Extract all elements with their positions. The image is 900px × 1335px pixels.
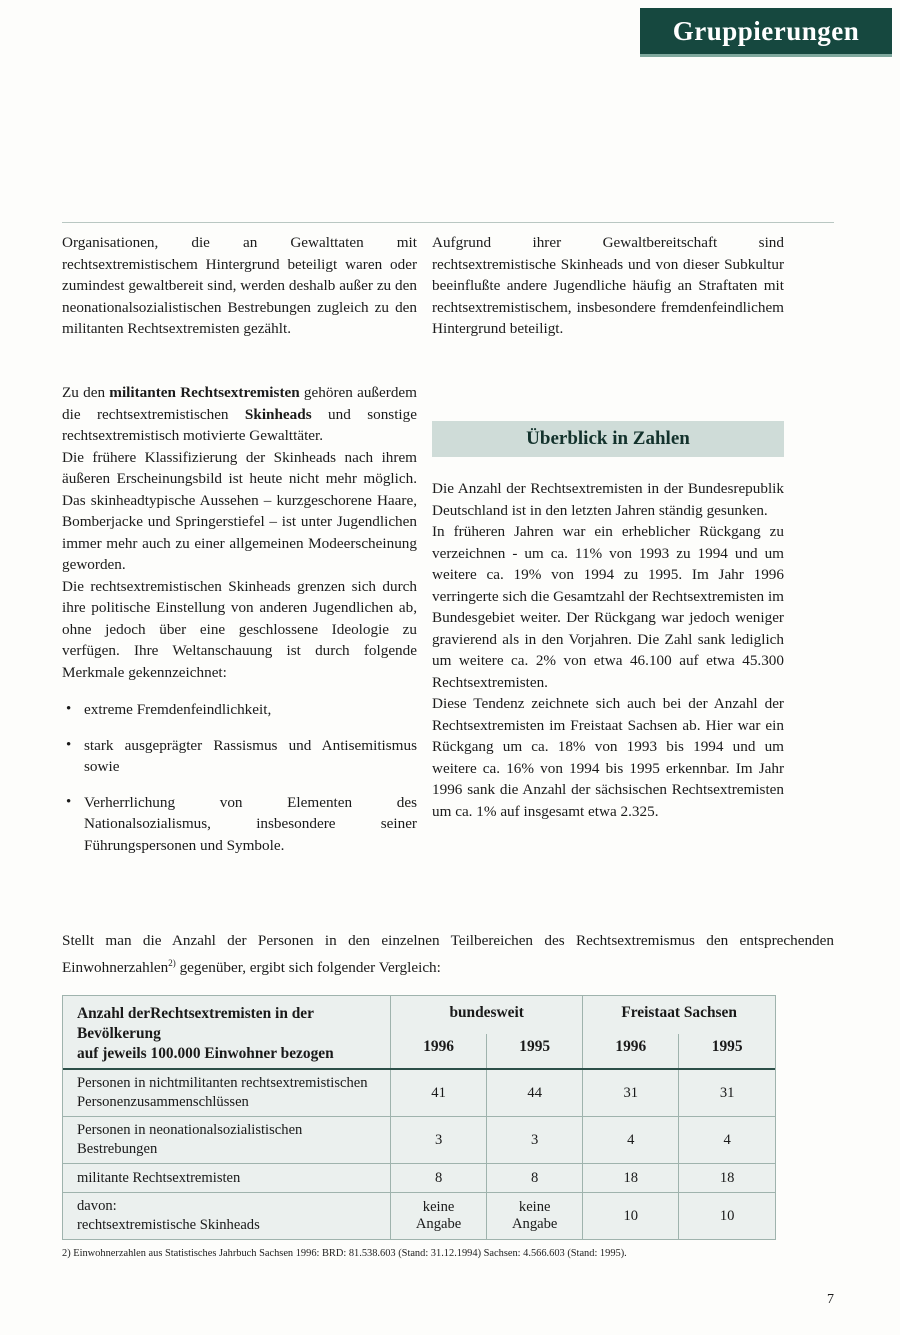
table-header-group-sachsen: Freistaat Sachsen: [583, 996, 775, 1034]
top-right-column: [432, 232, 784, 340]
table-header-year-sachsen-1996: 1996: [583, 1034, 679, 1069]
row-label-skinheads: [63, 1193, 391, 1240]
text-fragment: gegenüber, ergibt sich folgender Vergleich:: [175, 959, 441, 977]
top-left-column: [62, 232, 417, 340]
text-emphasis-militante: militanten Rechtsextremisten: [109, 384, 300, 401]
paragraph-overview-3: Diese Tendenz zeichnete sich auch bei der Anzahl der Rechtsextremisten im Freistaat Sachsen ab. Hier war ein Rückgang um ca. 18% von 1993 bis 1994 und um weitere ca. 16% von 1994 bis 1995 erkennbar. Im Jahr 1996 sank die Anzahl der sächsischen Rechtsextremisten um ca. 1% auf insgesamt etwa 2.325.: [432, 695, 784, 820]
cell-value-line2: Angabe: [415, 1216, 462, 1232]
footnote-text: 2) Einwohnerzahlen aus Statistisches Jahrbuch Sachsen 1996: BRD: 81.538.603 (Stand: 31.12.1994) Sachsen: 4.566.603 (Stand: 1995).: [62, 1248, 627, 1259]
table-header-year-bund-1995: 1995: [487, 1034, 583, 1069]
cell-value: 3: [391, 1117, 487, 1164]
paragraph-klassifizierung: Die frühere Klassifizierung der Skinheads nach ihrem äußeren Erscheinungsbild ist heute nicht mehr möglich. Das skinheadtypische Aussehen – kurzgeschorene Haare, Bomberjacke und Springerstiefel – ist unter Jugendlichen immer mehr auch zu einer allgemeinen Modeerscheinung geworden.: [62, 448, 417, 573]
text-fragment: und sonstige rechtsextremistisch motivierte Gewalttäter.: [62, 405, 417, 444]
middle-left-column: [62, 382, 417, 870]
text-fragment: gehören außerdem die rechtsextremistischen: [62, 384, 417, 423]
row-label-neonationalsozialistisch: [63, 1117, 391, 1164]
footnote-marker: 2): [168, 958, 176, 968]
row-label-line2: Personenzusammenschlüssen: [77, 1094, 249, 1110]
cell-value: 41: [391, 1069, 487, 1117]
cell-value: [391, 1193, 487, 1240]
page-title: Gruppierungen: [672, 16, 860, 46]
table-header-year-sachsen-1995: 1995: [679, 1034, 775, 1069]
paragraph-right-intro: Aufgrund ihrer Gewaltbereitschaft sind rechtsextremistische Skinheads und von dieser Subkultur beeinflußte andere Jugendliche häufig an Straftaten mit rechtsextremistischem, insbesondere fremdenfeindlichem Hintergrund beteiligt.: [432, 234, 784, 337]
cell-value: 44: [487, 1069, 583, 1117]
header-label-line1: Anzahl derRechtsextremisten in der Bevölkerung: [77, 1005, 314, 1042]
paragraph-weltanschauung: Die rechtsextremistischen Skinheads grenzen sich durch ihre politische Einstellung von anderen Jugendlichen ab, ohne jedoch über eine geschlossene Ideologie zu verfügen. Ihre Weltanschauung ist durch folgende Merkmale gekennzeichnet:: [62, 577, 417, 681]
overview-heading-band: [432, 421, 784, 457]
table-introduction: [62, 930, 834, 979]
text-emphasis-skinheads: Skinheads: [244, 405, 312, 423]
table-header-year-bund-1996: 1996: [391, 1034, 487, 1069]
cell-value: 8: [487, 1164, 583, 1193]
cell-value: 31: [583, 1069, 679, 1117]
row-label-nichtmilitante: [63, 1069, 391, 1117]
table-row: [63, 1193, 775, 1240]
content-top-divider: [62, 222, 834, 223]
cell-value: 4: [583, 1117, 679, 1164]
row-label-line1: Personen in neonationalsozialistischen: [77, 1122, 303, 1138]
cell-value-line1: keine: [422, 1199, 455, 1215]
header-underline: [640, 54, 892, 57]
row-label-line1: militante Rechtsextremisten: [77, 1170, 241, 1186]
overview-title: Überblick in Zahlen: [526, 428, 690, 449]
cell-value: 18: [679, 1164, 775, 1193]
table-header-group-bundesweit: bundesweit: [391, 996, 583, 1034]
page-number: 7: [827, 1292, 834, 1307]
list-item: • extreme Fremdenfeindlichkeit,: [62, 699, 417, 721]
row-label-militante: [63, 1164, 391, 1193]
text-fragment: Zu den: [62, 384, 110, 401]
paragraph-overview-2: In früheren Jahren war ein erheblicher Rückgang zu verzeichnen - um ca. 11% von 1993 zu 1994 und um weitere ca. 19% von 1994 zu 1995. Im Jahr 1996 verringerte sich die Gesamtzahl der Rechtsextremisten im Bundesgebiet weiter. Der Rückgang war jedoch weniger gravierend als in den Vorjahren. Die Zahl sank lediglich um weitere ca. 2% von etwa 46.100 auf etwa 45.300 Rechtsextremisten.: [432, 523, 784, 691]
table-row: [63, 1069, 775, 1117]
row-label-line1: Personen in nichtmilitanten rechtsextremistischen: [77, 1075, 368, 1091]
merkmale-list: [62, 699, 417, 856]
table-header: [63, 996, 775, 1069]
table-row: [63, 1164, 775, 1193]
cell-value: 4: [679, 1117, 775, 1164]
header-label-line2: auf jeweils 100.000 Einwohner bezogen: [77, 1045, 334, 1062]
cell-value: 31: [679, 1069, 775, 1117]
list-item: • Verherrlichung von Elementen des Nationalsozialismus, insbesondere seiner Führungspersonen und Symbole.: [62, 792, 417, 857]
overview-text-column: [432, 478, 784, 822]
row-label-line2: Bestrebungen: [77, 1141, 158, 1157]
paragraph-militante-rechtsextremisten: [62, 382, 417, 447]
cell-value-line2: Angabe: [512, 1216, 558, 1232]
statistics-table: [63, 996, 775, 1239]
table-row: [63, 1117, 775, 1164]
cell-value: 3: [487, 1117, 583, 1164]
table-header-row-1: [63, 996, 775, 1034]
cell-value-line1: keine: [518, 1199, 551, 1215]
header-banner: [640, 8, 892, 54]
text-fragment: Stellt man die Anzahl der Personen in den einzelnen Teilbereichen des Rechtsextremismus den entsprechenden Einwohnerzahlen: [62, 932, 834, 977]
paragraph-overview-1: Die Anzahl der Rechtsextremisten in der Bundesrepublik Deutschland ist in den letzten Jahren ständig gesunken.: [432, 480, 784, 519]
row-label-line1: davon:: [77, 1198, 117, 1214]
table-body: [63, 1069, 775, 1239]
list-item: • stark ausgeprägter Rassismus und Antisemitismus sowie: [62, 735, 417, 778]
statistics-table-container: [62, 995, 776, 1240]
paragraph-left-intro: Organisationen, die an Gewalttaten mit rechtsextremistischem Hintergrund beteiligt waren oder zumindest gewaltbereit sind, werden deshalb außer zu den neonationalsozialistischen Bestrebungen zugleich zu den militanten Rechtsextremisten gezählt.: [62, 234, 417, 337]
cell-value: 10: [679, 1193, 775, 1240]
cell-value: 8: [391, 1164, 487, 1193]
cell-value: 18: [583, 1164, 679, 1193]
cell-value: 10: [583, 1193, 679, 1240]
row-label-line2: rechtsextremistische Skinheads: [77, 1217, 260, 1233]
table-header-label: [63, 996, 391, 1069]
cell-value: [487, 1193, 583, 1240]
